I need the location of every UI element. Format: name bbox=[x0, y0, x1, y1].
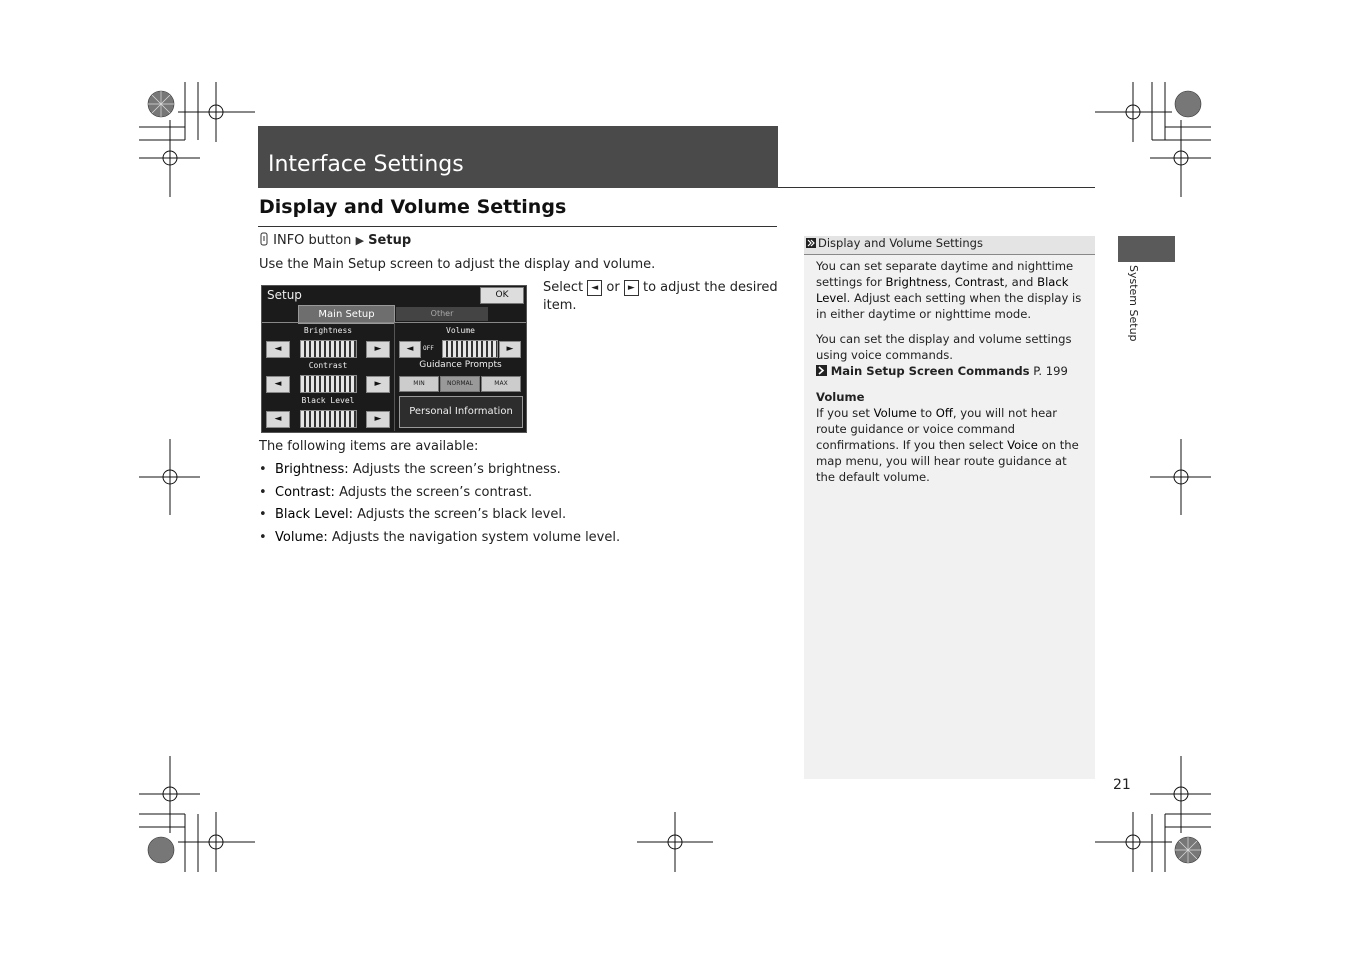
list-item: • Black Level: Adjusts the screen’s black level. bbox=[259, 507, 567, 522]
screen-left-button: ◄ bbox=[266, 376, 290, 393]
select-post: to adjust the desired item. bbox=[543, 280, 778, 313]
sidebar-paragraph-3: If you set Volume to Off, you will not hear route guidance or voice command confirmations. If you then select Voice on the map menu, you will hear route guidance at the default volume. bbox=[816, 406, 1079, 484]
intro-text: Use the Main Setup screen to adjust the display and volume. bbox=[259, 257, 656, 272]
page-title: Display and Volume Settings bbox=[259, 196, 567, 218]
screen-black-level-bar bbox=[300, 410, 357, 428]
screen-right-button: ► bbox=[366, 411, 390, 428]
sidebar-reference[interactable] bbox=[816, 363, 1088, 379]
left-arrow-key-icon: ◄ bbox=[587, 280, 602, 296]
screen-volume-bar bbox=[442, 340, 498, 358]
right-arrow-key-icon: ► bbox=[624, 280, 639, 296]
sidebar-heading-text: Display and Volume Settings bbox=[818, 236, 983, 250]
screen-right-button: ► bbox=[366, 376, 390, 393]
section-tab bbox=[1118, 236, 1175, 262]
double-arrow-icon bbox=[806, 238, 816, 248]
screen-min-button: MIN bbox=[399, 376, 439, 392]
screen-ok-button: OK bbox=[480, 287, 524, 304]
screen-contrast-bar bbox=[300, 375, 357, 393]
reference-page: P. 199 bbox=[1033, 364, 1068, 378]
reference-link[interactable]: Main Setup Screen Commands bbox=[830, 364, 1030, 378]
screen-personal-info-button: Personal Information bbox=[399, 396, 523, 428]
info-button-icon bbox=[259, 232, 269, 246]
screen-left-button: ◄ bbox=[266, 341, 290, 358]
sidebar-paragraph-2: You can set the display and volume settings using voice commands. bbox=[816, 332, 1072, 362]
screen-contrast-label: Contrast bbox=[308, 361, 348, 370]
nav-arrow-icon: ▶ bbox=[355, 234, 365, 247]
title-divider bbox=[258, 226, 777, 227]
screen-max-button: MAX bbox=[481, 376, 521, 392]
screen-volume-label: Volume bbox=[446, 326, 475, 335]
screen-tab-other: Other bbox=[396, 307, 488, 321]
sidebar-paragraph-1: You can set separate daytime and nighttime settings for Brightness, Contrast, and Black Level. Adjust each setting when the display is in either daytime or nighttime mode. bbox=[816, 259, 1082, 321]
screen-brightness-bar bbox=[300, 340, 357, 358]
screen-left-button: ◄ bbox=[399, 341, 421, 358]
header-divider bbox=[778, 187, 1095, 188]
screen-right-button: ► bbox=[366, 341, 390, 358]
screen-black-level-label: Black Level bbox=[301, 396, 355, 405]
page-number: 21 bbox=[1113, 777, 1131, 793]
screen-off-label: OFF bbox=[423, 345, 434, 352]
available-text: The following items are available: bbox=[259, 439, 479, 454]
nav-target: Setup bbox=[368, 233, 412, 248]
select-or: or bbox=[606, 280, 620, 295]
list-item: • Brightness: Adjusts the screen’s brightness. bbox=[259, 462, 561, 477]
screen-left-button: ◄ bbox=[266, 411, 290, 428]
sidebar-heading bbox=[804, 236, 1095, 254]
navigation-path bbox=[259, 232, 411, 248]
sidebar-divider bbox=[804, 254, 1095, 255]
screen-title: Setup bbox=[267, 288, 302, 302]
screen-normal-button: NORMAL bbox=[440, 376, 480, 392]
screen-brightness-label: Brightness bbox=[303, 326, 353, 335]
section-tab-label: System Setup bbox=[1127, 265, 1140, 342]
select-instruction bbox=[543, 279, 779, 315]
section-title: Interface Settings bbox=[268, 152, 464, 177]
nav-prefix: INFO button bbox=[273, 233, 352, 248]
items-list bbox=[259, 459, 620, 549]
setup-screen-image bbox=[261, 285, 527, 433]
sidebar-volume-heading: Volume bbox=[816, 390, 865, 404]
screen-right-button: ► bbox=[499, 341, 521, 358]
list-item: • Contrast: Adjusts the screen’s contrast. bbox=[259, 484, 533, 500]
reference-arrow-icon bbox=[816, 365, 827, 376]
list-item: • Volume: Adjusts the navigation system volume level. bbox=[259, 529, 621, 545]
screen-guidance-label: Guidance Prompts bbox=[419, 360, 502, 370]
select-pre: Select bbox=[543, 280, 584, 295]
screen-tab-main: Main Setup bbox=[298, 305, 395, 324]
